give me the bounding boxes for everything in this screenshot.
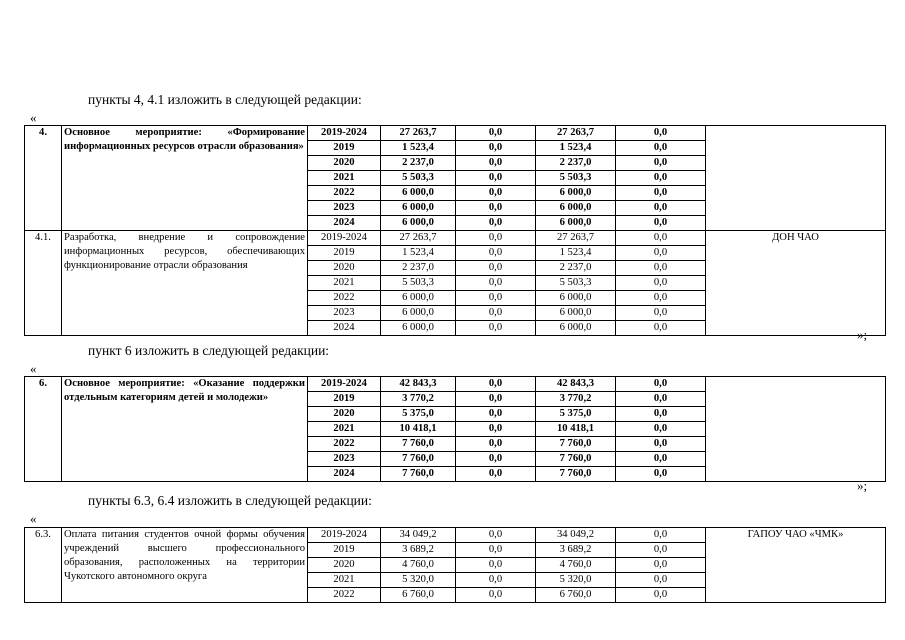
federal-cell: 0,0 (456, 437, 536, 452)
other-cell: 0,0 (616, 291, 706, 306)
period-cell: 2020 (308, 558, 381, 573)
period-cell: 2019-2024 (308, 126, 381, 141)
federal-cell: 0,0 (456, 422, 536, 437)
responsible-cell (706, 377, 886, 482)
item-description: Основное мероприятие: «Оказание поддержки отдельным категориям детей и молодежи» (62, 377, 308, 482)
total-cell: 3 689,2 (381, 543, 456, 558)
responsible-cell: ДОН ЧАО (706, 231, 886, 336)
total-cell: 5 320,0 (381, 573, 456, 588)
item-description: Оплата питания студентов очной формы обучения учреждений высшего профессионального образования, расположенных на территории Чукотского автономного округа (62, 528, 308, 603)
federal-cell: 0,0 (456, 452, 536, 467)
other-cell: 0,0 (616, 306, 706, 321)
section1-intro: пункты 4, 4.1 изложить в следующей редакции: (88, 92, 362, 107)
period-cell: 2021 (308, 276, 381, 291)
federal-cell: 0,0 (456, 528, 536, 543)
period-cell: 2022 (308, 437, 381, 452)
section1-open-quote: « (30, 110, 37, 125)
other-cell: 0,0 (616, 261, 706, 276)
regional-cell: 6 000,0 (536, 306, 616, 321)
item-number: 6.3. (25, 528, 62, 603)
other-cell: 0,0 (616, 126, 706, 141)
federal-cell: 0,0 (456, 216, 536, 231)
period-cell: 2022 (308, 186, 381, 201)
other-cell: 0,0 (616, 528, 706, 543)
regional-cell: 3 770,2 (536, 392, 616, 407)
item-description: Основное мероприятие: «Формирование информационных ресурсов отрасли образования» (62, 126, 308, 231)
total-cell: 7 760,0 (381, 467, 456, 482)
section3-open-quote: « (30, 511, 37, 526)
regional-cell: 2 237,0 (536, 261, 616, 276)
period-cell: 2021 (308, 573, 381, 588)
total-cell: 2 237,0 (381, 261, 456, 276)
period-cell: 2019-2024 (308, 231, 381, 246)
regional-cell: 34 049,2 (536, 528, 616, 543)
other-cell: 0,0 (616, 171, 706, 186)
period-cell: 2023 (308, 452, 381, 467)
other-cell: 0,0 (616, 467, 706, 482)
total-cell: 5 503,3 (381, 276, 456, 291)
other-cell: 0,0 (616, 186, 706, 201)
total-cell: 1 523,4 (381, 141, 456, 156)
item-number: 6. (25, 377, 62, 482)
federal-cell: 0,0 (456, 186, 536, 201)
period-cell: 2019 (308, 141, 381, 156)
period-cell: 2022 (308, 588, 381, 603)
federal-cell: 0,0 (456, 377, 536, 392)
regional-cell: 5 503,3 (536, 276, 616, 291)
regional-cell: 42 843,3 (536, 377, 616, 392)
federal-cell: 0,0 (456, 246, 536, 261)
regional-cell: 5 320,0 (536, 573, 616, 588)
regional-cell: 7 760,0 (536, 437, 616, 452)
period-cell: 2024 (308, 321, 381, 336)
regional-cell: 6 000,0 (536, 321, 616, 336)
other-cell: 0,0 (616, 543, 706, 558)
section2-open-quote: « (30, 361, 37, 376)
period-cell: 2019 (308, 246, 381, 261)
other-cell: 0,0 (616, 141, 706, 156)
section2-close-quote: »; (857, 478, 868, 493)
section1-close-quote: »; (857, 327, 868, 342)
period-cell: 2020 (308, 156, 381, 171)
total-cell: 6 000,0 (381, 201, 456, 216)
federal-cell: 0,0 (456, 231, 536, 246)
regional-cell: 6 000,0 (536, 201, 616, 216)
total-cell: 1 523,4 (381, 246, 456, 261)
federal-cell: 0,0 (456, 588, 536, 603)
total-cell: 7 760,0 (381, 452, 456, 467)
total-cell: 4 760,0 (381, 558, 456, 573)
responsible-cell (706, 126, 886, 231)
regional-cell: 5 375,0 (536, 407, 616, 422)
total-cell: 27 263,7 (381, 126, 456, 141)
regional-cell: 5 503,3 (536, 171, 616, 186)
regional-cell: 6 000,0 (536, 291, 616, 306)
other-cell: 0,0 (616, 407, 706, 422)
regional-cell: 7 760,0 (536, 452, 616, 467)
federal-cell: 0,0 (456, 156, 536, 171)
section2-table (24, 376, 886, 482)
period-cell: 2020 (308, 407, 381, 422)
total-cell: 42 843,3 (381, 377, 456, 392)
total-cell: 5 375,0 (381, 407, 456, 422)
other-cell: 0,0 (616, 588, 706, 603)
total-cell: 27 263,7 (381, 231, 456, 246)
other-cell: 0,0 (616, 276, 706, 291)
other-cell: 0,0 (616, 377, 706, 392)
regional-cell: 27 263,7 (536, 126, 616, 141)
federal-cell: 0,0 (456, 392, 536, 407)
federal-cell: 0,0 (456, 261, 536, 276)
section1-table (24, 125, 886, 336)
item-number: 4. (25, 126, 62, 231)
federal-cell: 0,0 (456, 201, 536, 216)
total-cell: 5 503,3 (381, 171, 456, 186)
total-cell: 34 049,2 (381, 528, 456, 543)
total-cell: 6 000,0 (381, 321, 456, 336)
federal-cell: 0,0 (456, 407, 536, 422)
other-cell: 0,0 (616, 422, 706, 437)
section3-intro: пункты 6.3, 6.4 изложить в следующей редакции: (88, 493, 372, 508)
regional-cell: 27 263,7 (536, 231, 616, 246)
period-cell: 2019-2024 (308, 528, 381, 543)
federal-cell: 0,0 (456, 558, 536, 573)
other-cell: 0,0 (616, 573, 706, 588)
federal-cell: 0,0 (456, 467, 536, 482)
period-cell: 2019 (308, 543, 381, 558)
regional-cell: 4 760,0 (536, 558, 616, 573)
period-cell: 2019 (308, 392, 381, 407)
total-cell: 10 418,1 (381, 422, 456, 437)
table-row (25, 377, 886, 392)
federal-cell: 0,0 (456, 126, 536, 141)
period-cell: 2021 (308, 422, 381, 437)
regional-cell: 6 760,0 (536, 588, 616, 603)
total-cell: 6 000,0 (381, 216, 456, 231)
other-cell: 0,0 (616, 321, 706, 336)
total-cell: 6 000,0 (381, 306, 456, 321)
federal-cell: 0,0 (456, 306, 536, 321)
regional-cell: 6 000,0 (536, 216, 616, 231)
table-row (25, 126, 886, 141)
other-cell: 0,0 (616, 231, 706, 246)
regional-cell: 7 760,0 (536, 467, 616, 482)
other-cell: 0,0 (616, 558, 706, 573)
other-cell: 0,0 (616, 437, 706, 452)
other-cell: 0,0 (616, 216, 706, 231)
other-cell: 0,0 (616, 452, 706, 467)
period-cell: 2023 (308, 306, 381, 321)
total-cell: 3 770,2 (381, 392, 456, 407)
regional-cell: 10 418,1 (536, 422, 616, 437)
regional-cell: 6 000,0 (536, 186, 616, 201)
federal-cell: 0,0 (456, 141, 536, 156)
federal-cell: 0,0 (456, 171, 536, 186)
federal-cell: 0,0 (456, 573, 536, 588)
regional-cell: 1 523,4 (536, 246, 616, 261)
section3-table (24, 527, 886, 603)
regional-cell: 1 523,4 (536, 141, 616, 156)
item-number: 4.1. (25, 231, 62, 336)
regional-cell: 3 689,2 (536, 543, 616, 558)
federal-cell: 0,0 (456, 276, 536, 291)
period-cell: 2020 (308, 261, 381, 276)
period-cell: 2024 (308, 467, 381, 482)
period-cell: 2019-2024 (308, 377, 381, 392)
federal-cell: 0,0 (456, 291, 536, 306)
other-cell: 0,0 (616, 246, 706, 261)
federal-cell: 0,0 (456, 321, 536, 336)
section2-intro: пункт 6 изложить в следующей редакции: (88, 343, 330, 358)
total-cell: 7 760,0 (381, 437, 456, 452)
period-cell: 2023 (308, 201, 381, 216)
total-cell: 6 760,0 (381, 588, 456, 603)
table-row (25, 231, 886, 246)
regional-cell: 2 237,0 (536, 156, 616, 171)
other-cell: 0,0 (616, 392, 706, 407)
federal-cell: 0,0 (456, 543, 536, 558)
other-cell: 0,0 (616, 201, 706, 216)
table-row (25, 528, 886, 543)
other-cell: 0,0 (616, 156, 706, 171)
period-cell: 2024 (308, 216, 381, 231)
total-cell: 6 000,0 (381, 291, 456, 306)
period-cell: 2022 (308, 291, 381, 306)
total-cell: 6 000,0 (381, 186, 456, 201)
period-cell: 2021 (308, 171, 381, 186)
responsible-cell: ГАПОУ ЧАО «ЧМК» (706, 528, 886, 603)
total-cell: 2 237,0 (381, 156, 456, 171)
item-description: Разработка, внедрение и сопровождение информационных ресурсов, обеспечивающих функционирование отрасли образования (62, 231, 308, 336)
